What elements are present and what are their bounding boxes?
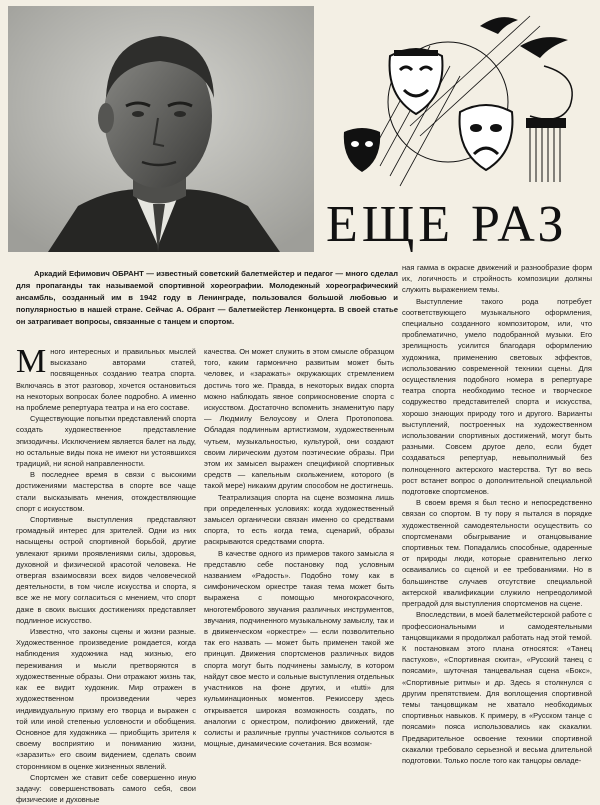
article-headline: ЕЩЕ РАЗ (326, 196, 568, 253)
paragraph: ного интересных и правильных мыслей высказано авторами статей, посвященных созданию театра спорта. Включаясь в этот разговор, хочется остановиться на некоторых вопросах более подробно. А именно на проблеме репертуара театра и на его составе. (16, 347, 196, 413)
paragraph: В своем время я был тесно и непосредственно связан со спортом. В ту пору я пытался в порядке художественной самодеятельности осуществить со спортсменами обыгрывание и отанцовывание спортивных тем. Попадались способные, одаренные от природы люди, которые сравнительно легко осваивались со сценой и ее требованиями. Но в большинстве случаев отсутствие специальной актерской квалификации служило непреодолимой преградой для выступления спортсменов на сцене. (402, 498, 592, 609)
paragraph: качества. Он может служить в этом смысле образцом того, каким гармонично развитым может быть человек, и «заражать» окружающих стремлением достичь того же. Правда, в некоторых видах спорта можно наблюдать явное соприкосновение спорта с искусством. Достаточно вспомнить знаменитую пару — Людмилу Белоусову и Олега Протопопова. Обладая подлинным артистизмом, художественным чутьем, музыкальностью, культурой, они создают своим лирическим дуэтом поэтические образы. При этом их замысел выражен спецификой спортивных средств — капельным скольжением, которого (в такой мере) никаким другим способом не достигнешь. (204, 347, 394, 491)
paragraph: Существующие попытки представлений спорта создать художественное представление эпизодичны. Исключением является балет на льду, но остальные виды пока не имеют ни устоявшихся традиций, ни ясной направленности. (16, 414, 196, 469)
portrait-image (8, 6, 314, 252)
paragraph: Театрализация спорта на сцене возможна лишь при определенных условиях: когда художественный замысел органически связан именно со средствами спорта, то есть когда тема, сценарий, образы раскрываются средствами спорта. (204, 492, 394, 547)
paragraph: Выступление такого рода потребует соответствующего музыкального оформления, специально созданного композитором, или, что проблематично, умело подобранной музыки. Его зрелищность усилится благодаря оформлению художника, применению световых эффектов, использованию современной техники сцены. Для осуществления подобного номера в репертуаре театра спорта необходимо тесное и творческое содружество представителей спорта и искусства, хорошо знающих природу того и другого. Варианты выступлений, построенных на художественном использовании спортивных достижений, могут быть разными. Совсем другое дело, если будет создаваться репертуар, невыполнимый без полноценного актерского мастерства. Тут во весь рост встанет вопрос о дополнительной специальной подготовке спортсменов. (402, 296, 592, 497)
theatre-masks-illustration (330, 6, 592, 192)
text-column-2 (204, 346, 394, 798)
paragraph: В качестве одного из примеров такого замысла я представлю себе постановку под условным названием «Радость». Подобно тому как в симфоническом оркестре такая тема может быть выражена с помощью многокрасочного, многотембрового звучания различных инструментов, звучания, подчиненного музыкальному замыслу, так и в движенческом «оркестре» — если позволительно так его назвать — может быть применен такой же принцип. Движения спортсменов различных видов спорта могут быть подчинены замыслу, в котором найдут свое место и сольные выступления отдельных участников на фоне других, и «tutti» для кульминационных моментов. Режиссеру здесь открывается широкая возможность создать, по аналогии с оркестром, полифонию движений, где солисты и различные группы участников сольются в мощные, динамические сочетания. Вся возмож- (204, 548, 394, 749)
drop-cap: М (16, 343, 47, 380)
paragraph: Впоследствии, в моей балетмейстерской работе с профессиональными и самодеятельными танцовщиками я продолжал работать над этой темой. К постановкам этого плана относятся: «Танец пастухов», «Спортивная сюита», «Русский танец с поясами», шуточная танцевальная сцена «Бокс», «Спортивные ритмы» и др. Здесь я столкнулся с другим препятствием. Для воплощения спортивной темы танцовщикам не хватало необходимых спортивных навыков. К примеру, в «Русском танце с поясами» пояса использовались как скакалки. Предварительное освоение техники спортивной скакалки требовало серьезной и весьма длительной подготовки. Только после того как танцоры овладе- (402, 610, 592, 765)
article-lead: Аркадий Ефимович ОБРАНТ — известный советский балетмейстер и педагог — много сделал для пропаганды так называемой спортивной хореографии. Молодежный хореографический ансамбль, созданный им в 1942 году в Ленинграде, пользовался большой любовью и популярностью в нашей стране. Сейчас А. Обрант — балетмейстер Ленконцерта. В своей статье он затрагивает вопросы, связанные с танцем и спортом. (16, 269, 398, 326)
author-portrait-photo (8, 6, 314, 252)
paragraph: В последнее время в связи с высокими достижениями мастерства в спорте все чаще стали высказывать мнения, отождествляющие спорт с искусством. (16, 470, 196, 513)
paragraph: Спортсмен же ставит себе совершенно иную задачу: совершенствовать самого себя, свои физические и духовные (16, 772, 196, 805)
masks-drawing (330, 6, 592, 192)
text-column-1 (16, 343, 196, 805)
paragraph: Известно, что законы сцены и жизни разные. Художественное произведение рождается, когда наблюдения художника над жизнью, его переживания и мысли претворяются в художественные образы. Они отражают жизнь так, как ее видит художник. Мир отражен в художественном произведении через индивидуальную призму его творца и выражен с той или иной степенью условности и обобщения. Основное для художника — приобщить зрителя к своему восприятию и пониманию жизни, «заразить» его своим видением, сделать своим сторонником в оценке жизненных явлений. (16, 627, 196, 771)
paragraph: Спортивные выступления представляют громадный интерес для зрителей. Одни из них насыщены острой спортивной борьбой, другие увлекают яркими проявлениями силы, здоровья, духовной и физической красотой человека. Не отвергая взаимосвязи всех видов человеческой деятельности, в том числе искусства и спорта, я все же не могу согласиться с мнением, что спорт даже в своих высших достижениях представляет подлинное искусство. (16, 515, 196, 625)
text-column-3 (402, 262, 592, 798)
paragraph: ная гамма в окраске движений и разнообразие форм их, логичность и стройность композиции должны служить выражением темы. (402, 263, 592, 295)
